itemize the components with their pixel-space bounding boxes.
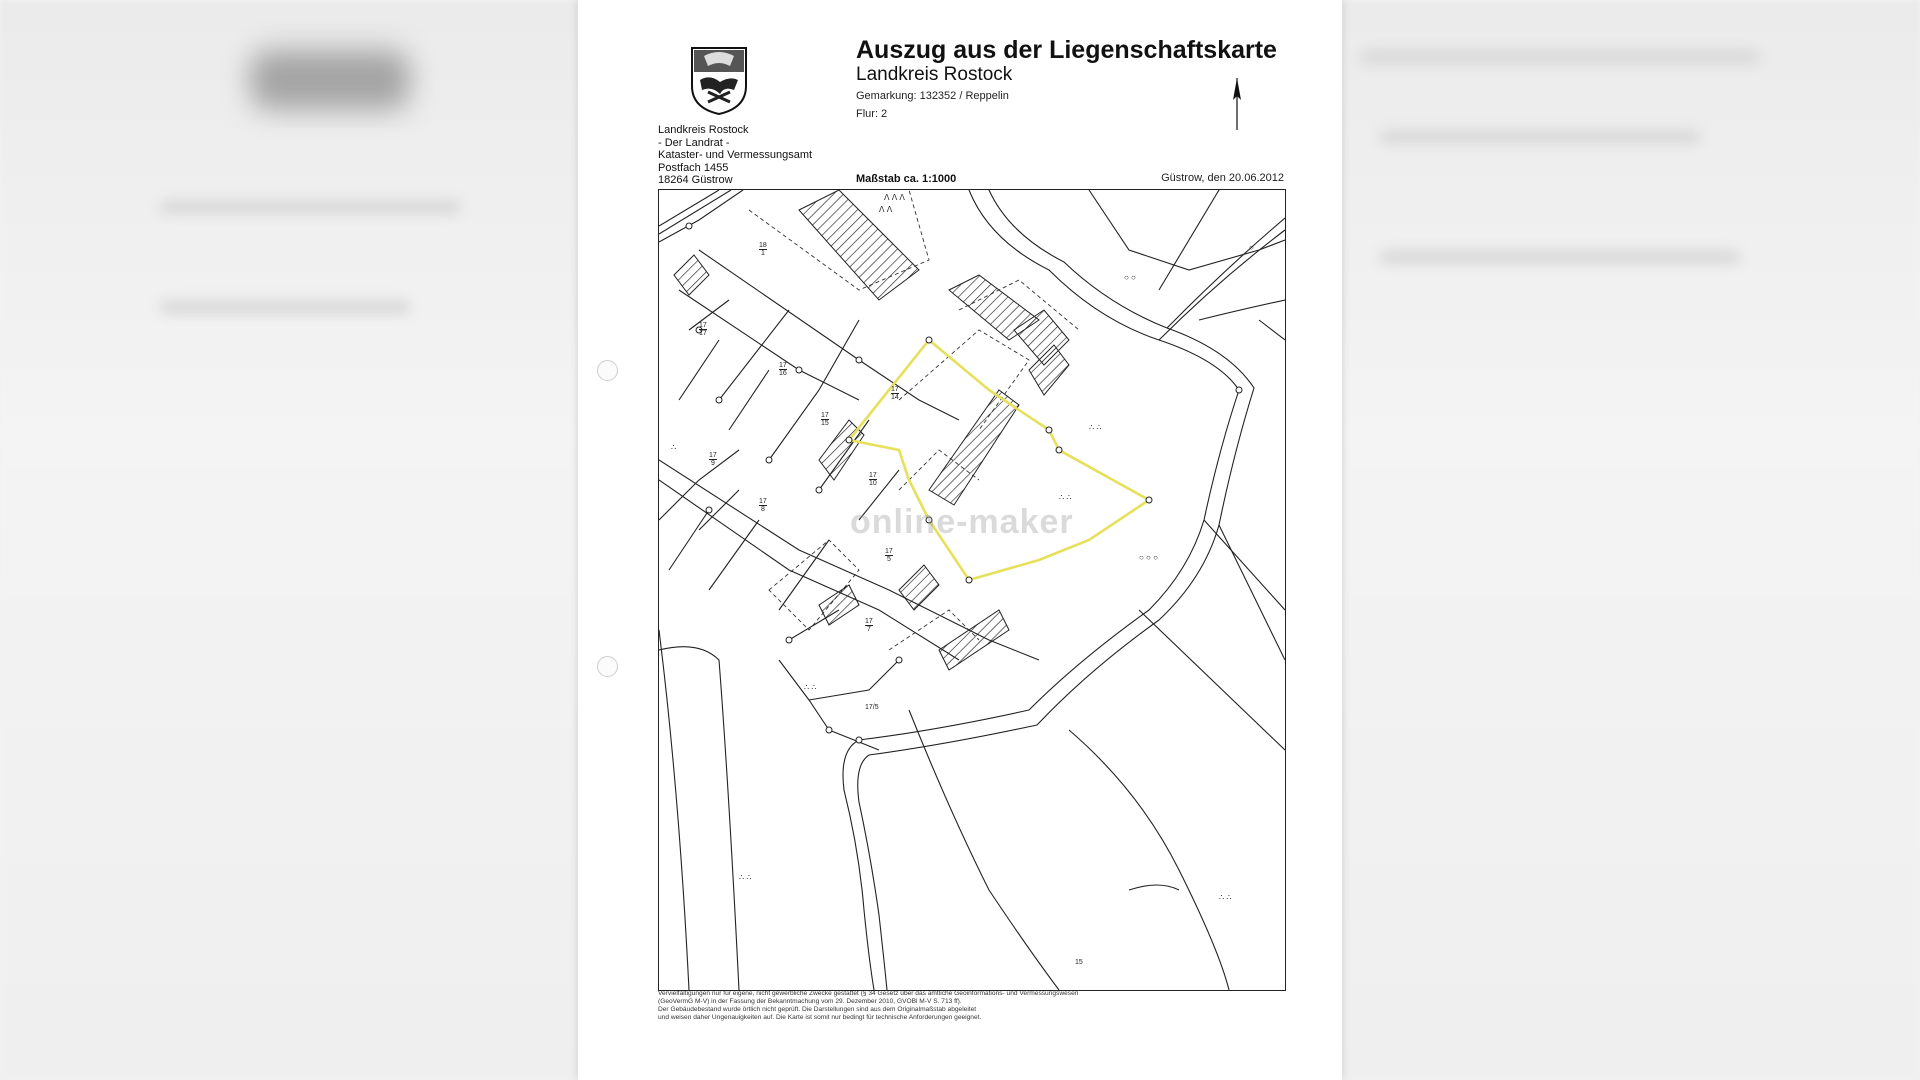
coat-of-arms-icon (690, 46, 748, 116)
parcel-15-label: 15 (1075, 959, 1083, 966)
tree-symbol: ○ ○ ○ (1139, 553, 1158, 562)
tree-symbol: ○ ○ (1124, 273, 1136, 282)
tree-symbol: ᐱ ᐱ ᐱ (884, 193, 905, 202)
building-hatched (674, 255, 709, 295)
tree-symbol: ∴ (671, 443, 677, 452)
tree-symbol: ∴ ∴ (804, 683, 817, 692)
building-hatched (929, 390, 1019, 505)
gemarkung-info: Gemarkung: 132352 / Reppelin (856, 90, 1009, 102)
background-blur-line (160, 300, 410, 314)
flur-info: Flur: 2 (856, 108, 888, 120)
railway-line (659, 190, 719, 226)
authority-line: Postfach 1455 (658, 161, 729, 174)
background-left (0, 0, 578, 1080)
footnote-line: Vervielfältigungen nur für eigene, nicht gewerbliche Zwecke gestattet (§ 34 Gesetz über das amtliche Geoinformations- und Vermessungswesen (658, 990, 1079, 997)
parcel-label: 18 1 (759, 242, 767, 257)
north-arrow-icon (1227, 76, 1247, 132)
background-blur-line (1360, 50, 1760, 64)
document-title: Auszug aus der Liegenschaftskarte (856, 36, 1277, 64)
parcel-label: 17 16 (779, 362, 787, 377)
legal-footnote (658, 990, 1288, 1022)
parcel-label: 17 15 (821, 412, 829, 427)
map-drawing (659, 190, 1285, 990)
tree-symbol: ○ (1249, 243, 1254, 252)
background-blur-line (1380, 130, 1700, 144)
footnote-line: (GeoVermG M-V) in der Fassung der Bekanntmachung vom 29. Dezember 2010, GVOBl M-V S. 713 ff). (658, 998, 962, 1005)
document-subtitle: Landkreis Rostock (856, 64, 1013, 85)
parcel-label: 17 5 (885, 548, 893, 563)
watermark: online-maker (850, 503, 1074, 541)
tree-symbol: ∴ ∴ (1059, 493, 1072, 502)
punch-hole (597, 360, 618, 381)
authority-line: Kataster- und Vermessungsamt (658, 149, 813, 161)
date-label: Güstrow, den 20.06.2012 (1161, 172, 1284, 184)
authority-line: - Der Landrat - (658, 136, 730, 149)
parcel-label: 17 10 (869, 472, 877, 487)
authority-line: 18264 Güstrow (658, 174, 733, 186)
background-blur-line (1380, 250, 1740, 264)
authority-address (658, 124, 812, 187)
parcel-label: 17 17 (699, 322, 707, 337)
scale-label: Maßstab ca. 1:1000 (856, 173, 957, 185)
building-hatched (899, 565, 939, 610)
railway-line (659, 190, 731, 234)
background-blur-shape (250, 50, 410, 110)
tree-symbol: ∴ ∴ (1089, 423, 1102, 432)
building-hatched (799, 190, 919, 300)
parcel-label: 17 14 (891, 386, 899, 401)
footnote-line: Der Gebäudebestand wurde örtlich nicht geprüft. Die Darstellungen sind aus dem Originalmaßstab abgeleitet (658, 1006, 977, 1013)
footnote-line: und weisen daher Ungenauigkeiten auf. Die Karte ist somit nur bedingt für technische Anforderungen geeignet. (658, 1014, 982, 1021)
document-sheet (578, 0, 1342, 1080)
parcel-label: 17 7 (865, 618, 873, 633)
highlighted-parcel (849, 340, 1149, 580)
building-hatched (939, 610, 1009, 670)
tree-symbol: ∴ ∴ (739, 873, 752, 882)
tree-symbol: ᐱ ᐱ (879, 205, 893, 214)
road-edge (1167, 218, 1285, 328)
parcel-label: 17 8 (759, 498, 767, 513)
road-parcel-label: 17/5 (865, 704, 879, 711)
road-edge (1159, 230, 1285, 340)
tree-symbol: ∴ ∴ (1219, 893, 1232, 902)
authority-line: Landkreis Rostock (658, 124, 749, 136)
cadastral-map (658, 189, 1286, 991)
parcel-label: 17 9 (709, 452, 717, 467)
background-blur-line (160, 200, 460, 214)
punch-hole (597, 656, 618, 677)
boundary-line (659, 190, 743, 242)
background-right (1342, 0, 1920, 1080)
